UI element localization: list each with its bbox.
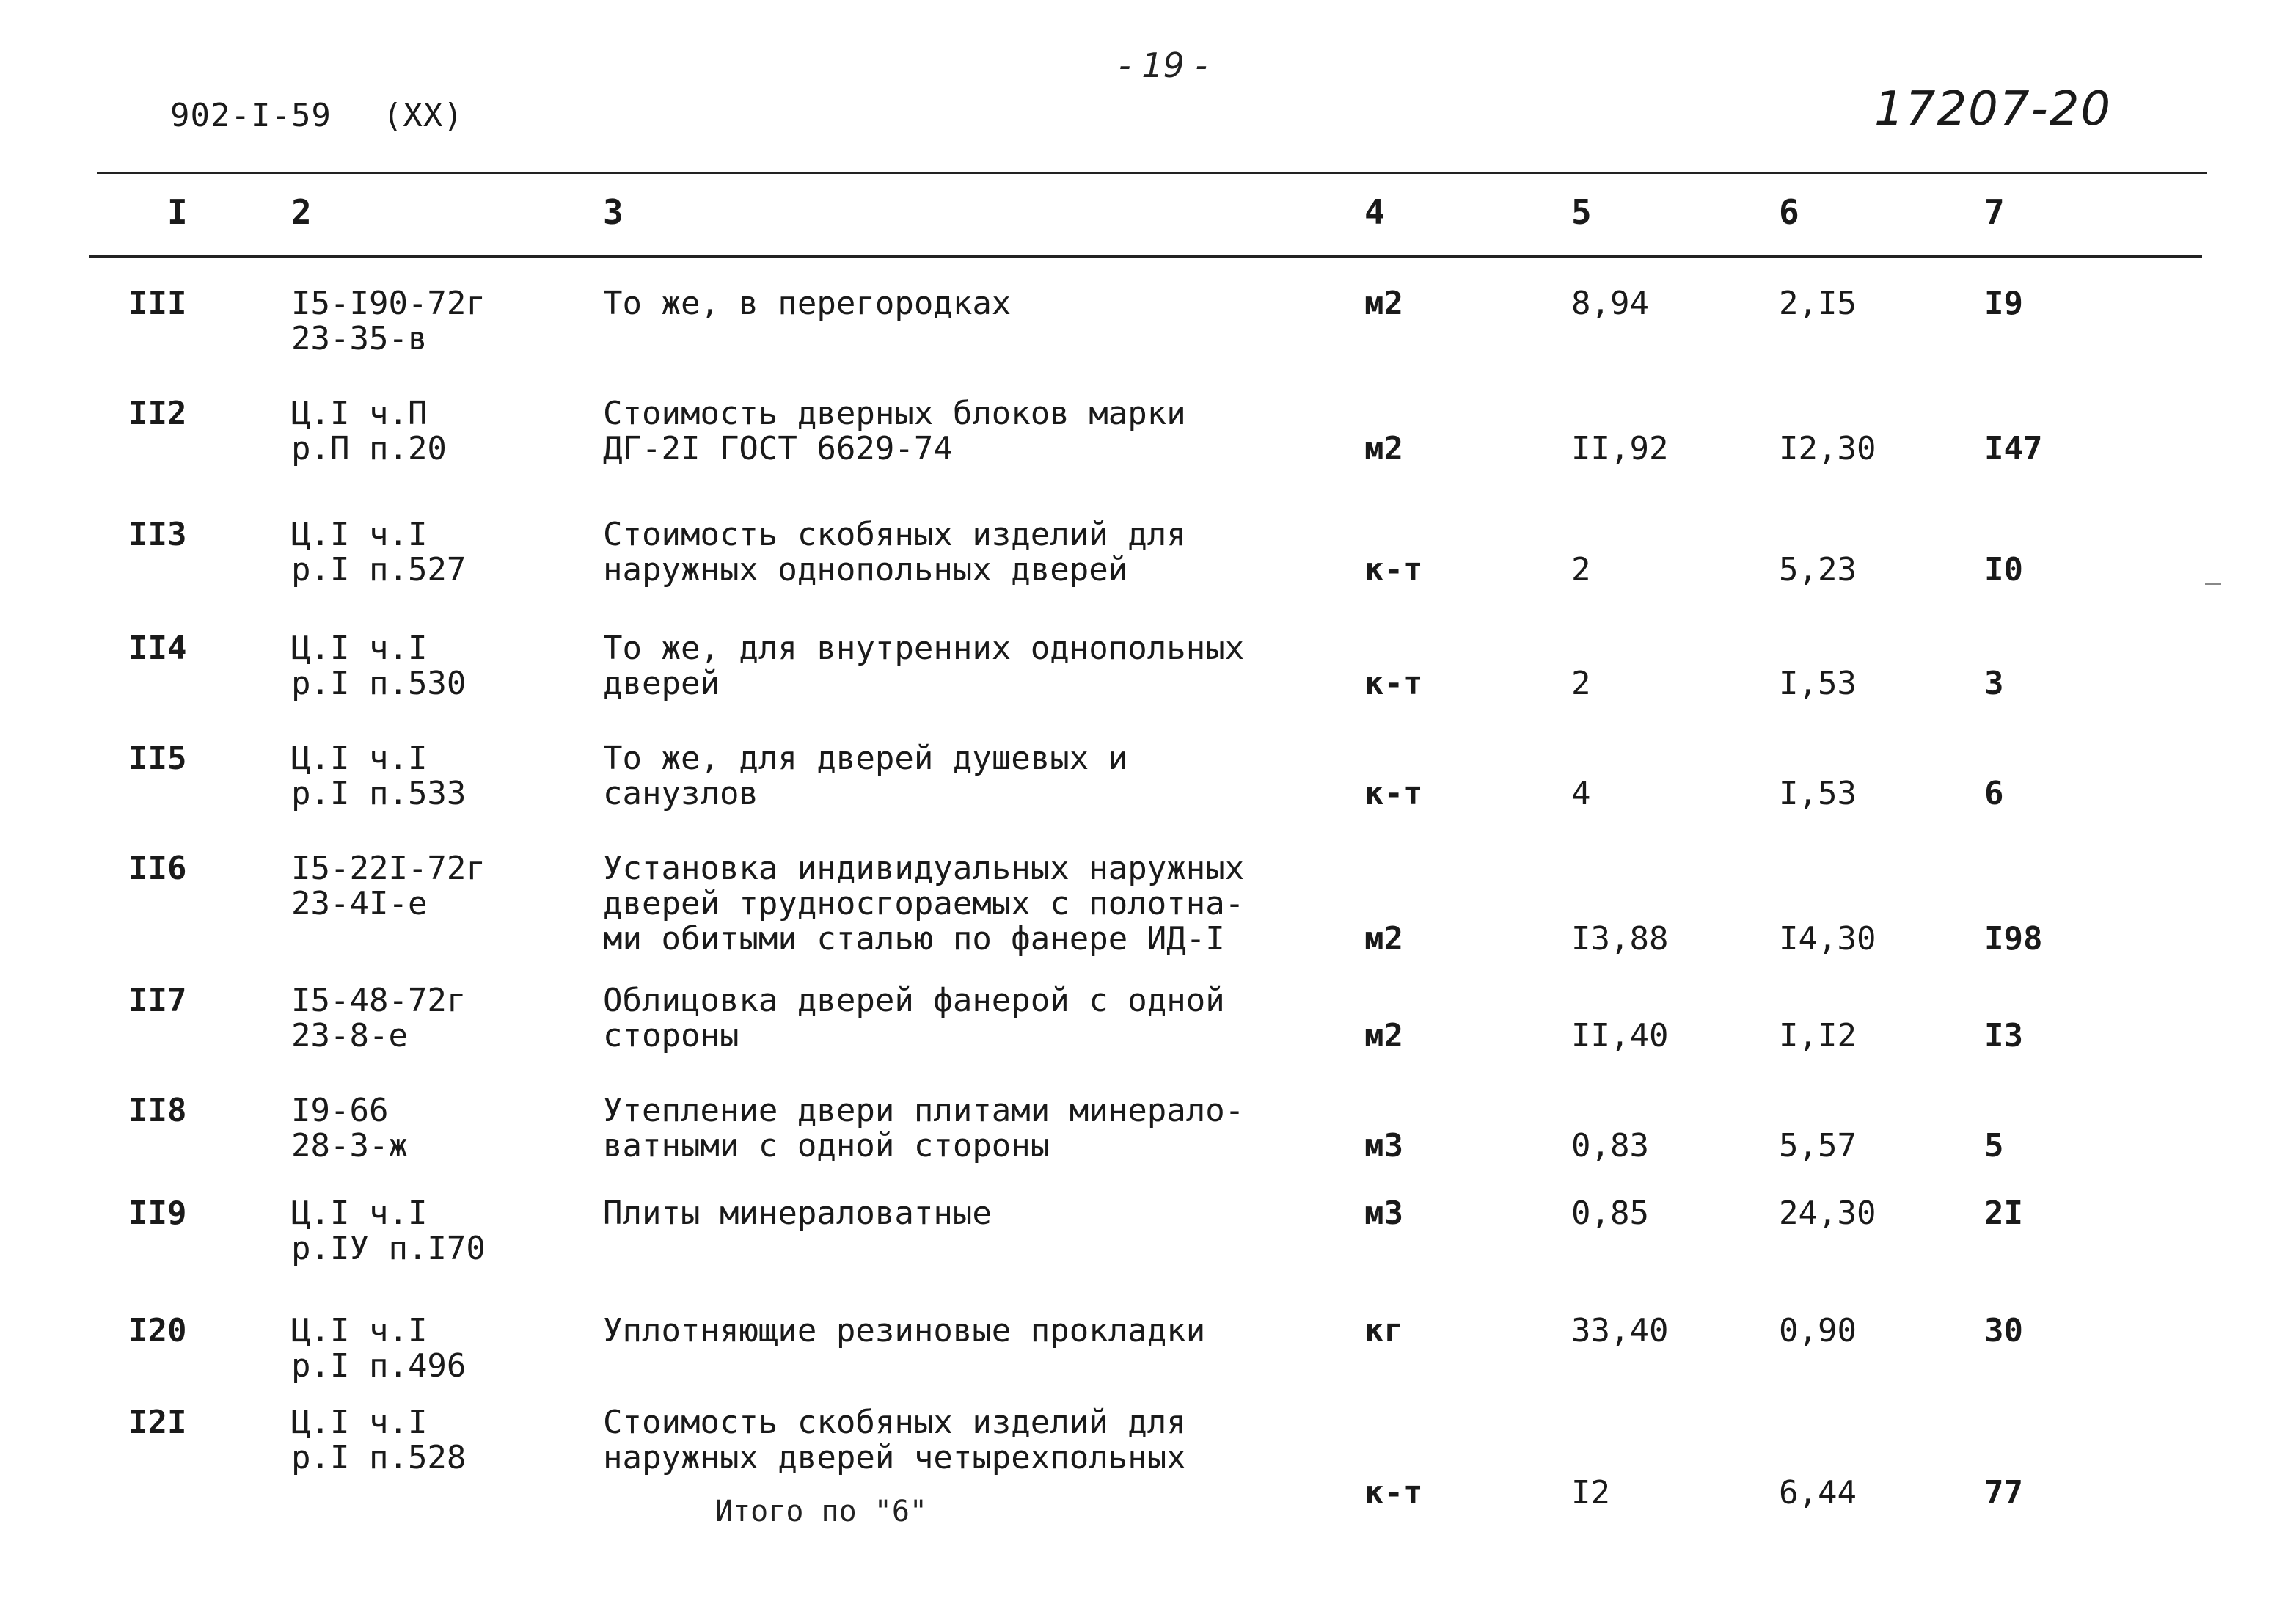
row-reference	[291, 1405, 466, 1476]
description-line: Плиты минераловатные	[603, 1195, 992, 1232]
row-quantity: 4	[1571, 775, 1591, 812]
description-line: Стоимость скобяных изделий для	[603, 1404, 1186, 1441]
row-unit: м2	[1364, 285, 1403, 322]
doc-code-text: 902-I-59	[170, 97, 332, 134]
row-number: I2I	[128, 1404, 187, 1441]
header-col-6: 6	[1779, 192, 1799, 232]
description-line: ДГ-2I ГОСТ 6629-74	[603, 430, 953, 467]
row-description	[603, 631, 1244, 701]
header-col-5: 5	[1571, 192, 1592, 232]
row-total: 77	[1984, 1474, 2023, 1512]
row-reference	[291, 286, 486, 357]
row-total: I3	[1984, 1017, 2023, 1054]
row-total: 3	[1984, 665, 2004, 702]
row-reference	[291, 1196, 486, 1266]
reference-line: Ц.I ч.I	[291, 1404, 428, 1441]
description-line: дверей	[603, 665, 720, 702]
row-description	[603, 1093, 1244, 1164]
row-reference	[291, 631, 466, 701]
row-total: I47	[1984, 430, 2043, 467]
sheet-number: 17207-20	[1874, 82, 2113, 136]
reference-line: I5-I90-72г	[291, 285, 486, 322]
row-number: II6	[128, 850, 187, 887]
row-reference	[291, 741, 466, 812]
row-total: I98	[1984, 920, 2043, 958]
header-col-4: 4	[1364, 192, 1385, 232]
row-unit: кг	[1364, 1312, 1403, 1349]
row-unit-price: I,53	[1779, 775, 1857, 812]
row-unit-price: I4,30	[1779, 920, 1876, 958]
description-line: Облицовка дверей фанерой с одной	[603, 982, 1225, 1019]
description-line: ми обитыми сталью по фанере ИД-I	[603, 920, 1225, 958]
page-number: - 19 -	[1119, 45, 1207, 85]
description-line: То же, в перегородках	[603, 285, 1012, 322]
reference-line: 28-3-ж	[291, 1127, 408, 1164]
description-line: наружных дверей четырехпольных	[603, 1439, 1186, 1476]
row-reference	[291, 1313, 466, 1384]
header-col-2: 2	[291, 192, 312, 232]
row-number: III	[128, 285, 187, 322]
reference-line: р.I п.530	[291, 665, 467, 702]
reference-line: 23-4I-е	[291, 885, 428, 922]
row-total: 5	[1984, 1127, 2004, 1164]
row-number: II2	[128, 395, 187, 432]
row-unit: м2	[1364, 430, 1403, 467]
row-description	[603, 1196, 992, 1231]
row-quantity: 0,85	[1571, 1195, 1649, 1232]
reference-line: Ц.I ч.I	[291, 1195, 428, 1232]
doc-series: (XX)	[382, 97, 464, 134]
reference-line: I9-66	[291, 1092, 389, 1129]
row-unit: м3	[1364, 1127, 1403, 1164]
row-unit-price: I,I2	[1779, 1017, 1857, 1054]
row-reference	[291, 851, 486, 922]
row-quantity: 2	[1571, 551, 1591, 588]
row-quantity: II,92	[1571, 430, 1669, 467]
description-line: стороны	[603, 1017, 739, 1054]
reference-line: р.I п.496	[291, 1347, 467, 1385]
row-total: I9	[1984, 285, 2023, 322]
row-total: 2I	[1984, 1195, 2023, 1232]
row-total: I0	[1984, 551, 2023, 588]
row-quantity: 8,94	[1571, 285, 1649, 322]
row-unit-price: 5,57	[1779, 1127, 1857, 1164]
row-quantity: II,40	[1571, 1017, 1669, 1054]
reference-line: р.I п.533	[291, 775, 467, 812]
row-number: II3	[128, 516, 187, 553]
row-description	[603, 1313, 1205, 1349]
row-reference	[291, 1093, 408, 1164]
row-unit: м2	[1364, 920, 1403, 958]
reference-line: р.П п.20	[291, 430, 447, 467]
header-col-7: 7	[1984, 192, 2005, 232]
row-unit-price: 6,44	[1779, 1474, 1857, 1512]
row-description	[603, 286, 1011, 321]
row-quantity: I2	[1571, 1474, 1610, 1512]
header-bottom-rule	[89, 255, 2202, 258]
table-top-rule	[97, 172, 2207, 174]
description-line: наружных однопольных дверей	[603, 551, 1128, 588]
reference-line: Ц.I ч.I	[291, 1312, 428, 1349]
subtotal-label: Итого по "6"	[715, 1495, 927, 1528]
row-quantity: I3,88	[1571, 920, 1669, 958]
row-unit-price: 5,23	[1779, 551, 1857, 588]
row-unit: к-т	[1364, 665, 1423, 702]
row-description	[603, 1405, 1186, 1476]
row-quantity: 2	[1571, 665, 1591, 702]
reference-line: I5-22I-72г	[291, 850, 486, 887]
reference-line: Ц.I ч.I	[291, 630, 428, 667]
description-line: Утепление двери плитами минерало-	[603, 1092, 1245, 1129]
reference-line: 23-35-в	[291, 320, 428, 357]
row-description	[603, 741, 1127, 812]
row-number: II8	[128, 1092, 187, 1129]
reference-line: Ц.I ч.I	[291, 516, 428, 553]
row-number: II9	[128, 1195, 187, 1232]
description-line: Установка индивидуальных наружных	[603, 850, 1245, 887]
row-reference	[291, 983, 466, 1054]
row-unit-price: I,53	[1779, 665, 1857, 702]
row-unit: м3	[1364, 1195, 1403, 1232]
reference-line: I5-48-72г	[291, 982, 467, 1019]
reference-line: Ц.I ч.I	[291, 740, 428, 777]
description-line: дверей трудносгораемых с полотна-	[603, 885, 1245, 922]
reference-line: р.IУ п.I70	[291, 1230, 486, 1267]
margin-mark	[2205, 583, 2221, 585]
description-line: Стоимость дверных блоков марки	[603, 395, 1186, 432]
description-line: ватными с одной стороны	[603, 1127, 1050, 1164]
row-reference	[291, 517, 466, 588]
row-unit-price: 24,30	[1779, 1195, 1876, 1232]
row-unit: к-т	[1364, 1474, 1423, 1512]
row-quantity: 33,40	[1571, 1312, 1669, 1349]
row-unit-price: I2,30	[1779, 430, 1876, 467]
description-line: санузлов	[603, 775, 758, 812]
row-unit: к-т	[1364, 551, 1423, 588]
row-description	[603, 396, 1186, 467]
row-unit-price: 0,90	[1779, 1312, 1857, 1349]
reference-line: Ц.I ч.П	[291, 395, 428, 432]
row-unit: к-т	[1364, 775, 1423, 812]
row-number: II7	[128, 982, 187, 1019]
row-number: II4	[128, 630, 187, 667]
row-description	[603, 851, 1244, 957]
row-number: II5	[128, 740, 187, 777]
header-col-1: I	[167, 192, 188, 232]
document-code	[170, 97, 464, 134]
row-unit-price: 2,I5	[1779, 285, 1857, 322]
header-col-3: 3	[603, 192, 624, 232]
reference-line: 23-8-е	[291, 1017, 408, 1054]
reference-line: р.I п.527	[291, 551, 467, 588]
row-total: 30	[1984, 1312, 2023, 1349]
description-line: То же, для внутренних однопольных	[603, 630, 1245, 667]
row-reference	[291, 396, 447, 467]
reference-line: р.I п.528	[291, 1439, 467, 1476]
description-line: Стоимость скобяных изделий для	[603, 516, 1186, 553]
row-quantity: 0,83	[1571, 1127, 1649, 1164]
row-description	[603, 517, 1186, 588]
row-number: I20	[128, 1312, 187, 1349]
row-description	[603, 983, 1225, 1054]
description-line: То же, для дверей душевых и	[603, 740, 1128, 777]
row-unit: м2	[1364, 1017, 1403, 1054]
description-line: Уплотняющие резиновые прокладки	[603, 1312, 1206, 1349]
row-total: 6	[1984, 775, 2004, 812]
